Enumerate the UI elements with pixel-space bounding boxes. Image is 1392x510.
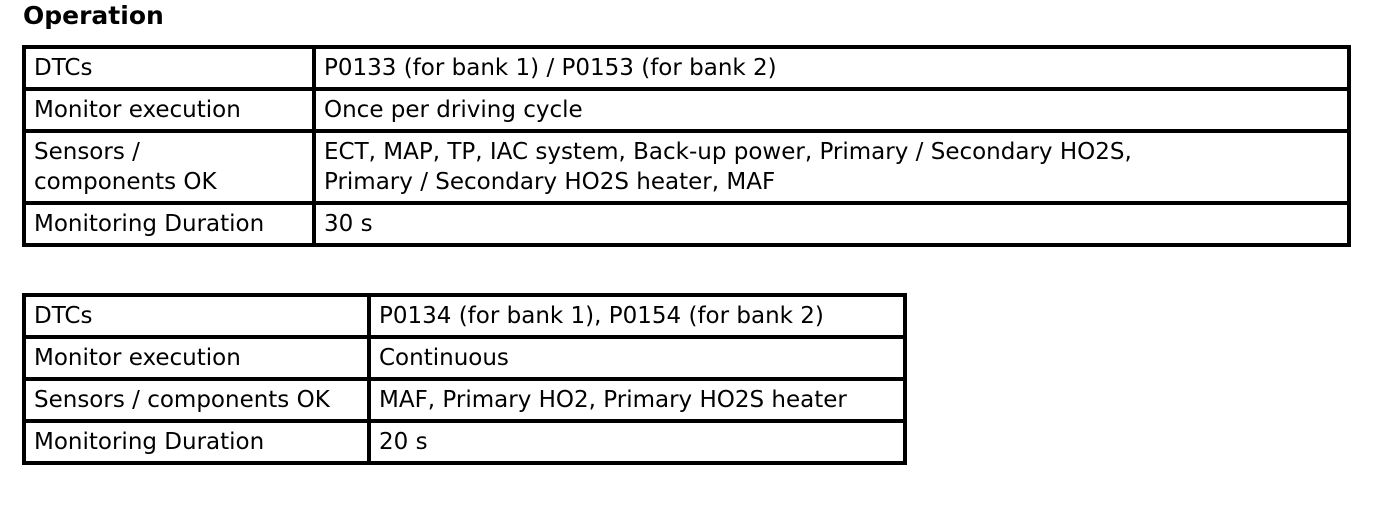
row-label-line: Sensors /: [34, 139, 140, 165]
section-title: Operation: [23, 1, 164, 30]
row-value: P0134 (for bank 1), P0154 (for bank 2): [369, 295, 905, 337]
monitor-table-2: [22, 293, 907, 465]
row-value: Continuous: [369, 337, 905, 379]
row-value: Once per driving cycle: [314, 89, 1349, 131]
row-value: 30 s: [314, 203, 1349, 245]
row-label: [24, 131, 314, 203]
row-label: Monitor execution: [24, 89, 314, 131]
table-row: [24, 203, 1349, 245]
row-value: MAF, Primary HO2, Primary HO2S heater: [369, 379, 905, 421]
table-row: [24, 89, 1349, 131]
table-row: [24, 421, 905, 463]
row-label: Monitoring Duration: [24, 203, 314, 245]
row-value-line: Primary / Secondary HO2S heater, MAF: [324, 169, 776, 195]
row-label: Monitor execution: [24, 337, 369, 379]
table-row: [24, 131, 1349, 203]
table-row: [24, 295, 905, 337]
row-label: DTCs: [24, 47, 314, 89]
row-value: P0133 (for bank 1) / P0153 (for bank 2): [314, 47, 1349, 89]
row-label-line: components OK: [34, 169, 217, 195]
row-value: 20 s: [369, 421, 905, 463]
monitor-table-1: [22, 45, 1351, 247]
table-row: [24, 47, 1349, 89]
table-row: [24, 379, 905, 421]
table-row: [24, 337, 905, 379]
row-value: [314, 131, 1349, 203]
row-label: Sensors / components OK: [24, 379, 369, 421]
row-label: DTCs: [24, 295, 369, 337]
row-label: Monitoring Duration: [24, 421, 369, 463]
row-value-line: ECT, MAP, TP, IAC system, Back-up power, Primary / Secondary HO2S,: [324, 139, 1132, 165]
